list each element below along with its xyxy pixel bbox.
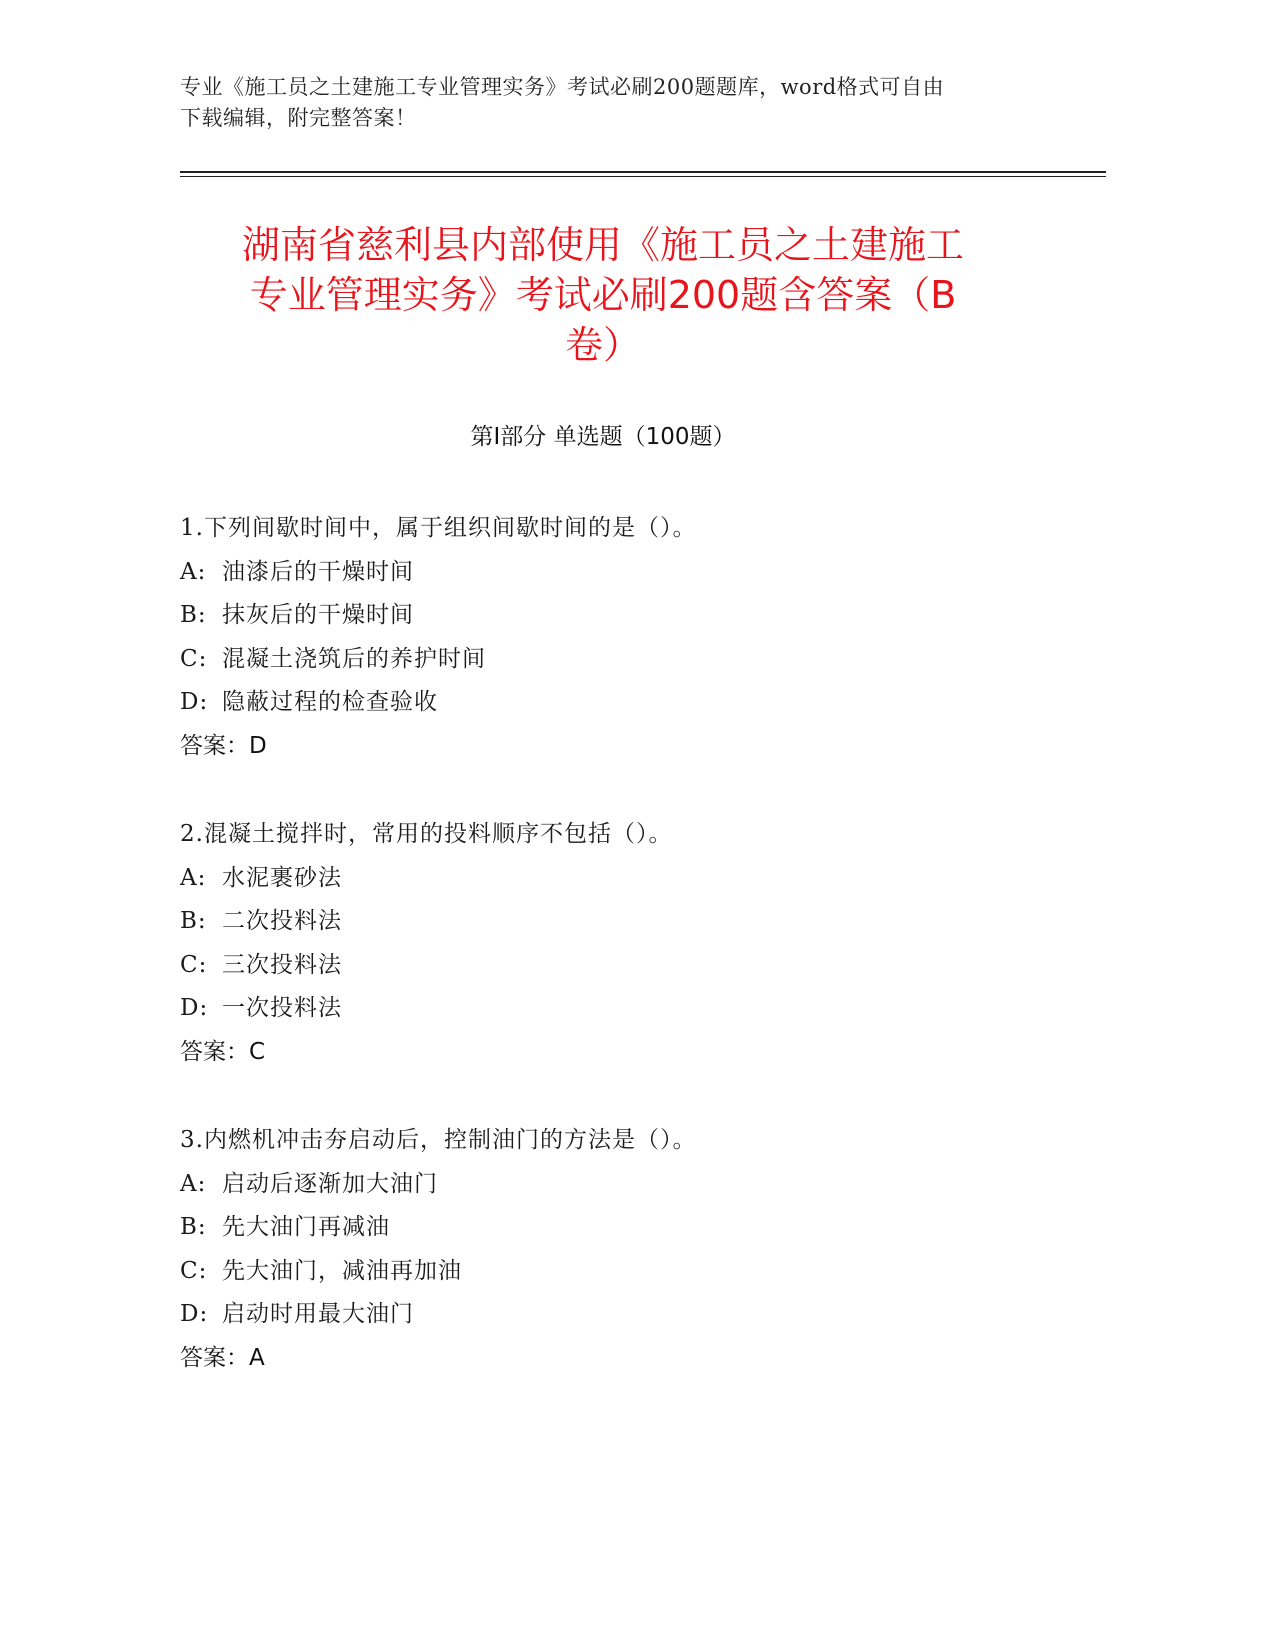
option-text: 三次投料法 <box>222 951 342 978</box>
answer: 答案：D <box>180 732 267 759</box>
option-c <box>180 944 1080 988</box>
document-title <box>180 220 1026 370</box>
option-b <box>180 900 1080 944</box>
header-note-line-1: 专业《施工员之土建施工专业管理实务》考试必刷200题题库，word格式可自由 <box>180 75 945 99</box>
question-stem: 2.混凝土搅拌时，常用的投料顺序不包括（）。 <box>180 821 673 847</box>
option-key: C: <box>180 951 208 978</box>
answer: 答案：A <box>180 1344 265 1371</box>
option-key: B: <box>180 908 207 934</box>
option-key: B: <box>180 602 207 628</box>
option-d <box>180 987 1080 1031</box>
option-key: C: <box>180 1257 208 1284</box>
option-b <box>180 594 1080 638</box>
option-d <box>180 1293 1080 1337</box>
option-key: A: <box>180 558 207 585</box>
option-a <box>180 1163 1080 1207</box>
option-text: 隐蔽过程的检查验收 <box>222 689 438 715</box>
option-text: 油漆后的干燥时间 <box>222 558 414 585</box>
question-stem: 1.下列间歇时间中，属于组织间歇时间的是（）。 <box>180 515 697 541</box>
option-key: B: <box>180 1214 207 1240</box>
option-key: D: <box>180 689 209 715</box>
option-text: 二次投料法 <box>222 908 342 934</box>
question-2 <box>180 813 1080 1074</box>
option-text: 先大油门再减油 <box>222 1214 390 1240</box>
option-key: A: <box>180 864 207 891</box>
option-c <box>180 1250 1080 1294</box>
option-c <box>180 638 1080 682</box>
option-key: A: <box>180 1170 207 1197</box>
option-key: D: <box>180 1301 209 1327</box>
option-text: 启动后逐渐加大油门 <box>222 1170 438 1197</box>
section-title: 第Ⅰ部分 单选题（100题） <box>470 424 736 450</box>
option-text: 抹灰后的干燥时间 <box>222 602 414 628</box>
option-a <box>180 551 1080 595</box>
document-title-line-3: 卷） <box>564 323 641 367</box>
option-key: C: <box>180 645 208 672</box>
option-text: 水泥裹砂法 <box>222 864 342 891</box>
option-text: 一次投料法 <box>222 995 342 1021</box>
header-divider-thick <box>180 171 1106 173</box>
question-list <box>180 507 1080 1425</box>
option-text: 先大油门，减油再加油 <box>222 1257 462 1284</box>
question-1 <box>180 507 1080 768</box>
option-text: 启动时用最大油门 <box>222 1301 414 1327</box>
answer: 答案：C <box>180 1038 266 1065</box>
option-a <box>180 857 1080 901</box>
header-divider-thin <box>180 176 1106 177</box>
option-key: D: <box>180 995 209 1021</box>
question-stem: 3.内燃机冲击夯启动后，控制油门的方法是（）。 <box>180 1127 697 1153</box>
document-title-line-1: 湖南省慈利县内部使用《施工员之土建施工 <box>241 223 964 267</box>
header-note <box>180 72 1040 134</box>
header-note-line-2: 下载编辑，附完整答案！ <box>180 106 417 130</box>
option-b <box>180 1206 1080 1250</box>
question-3 <box>180 1119 1080 1380</box>
option-d <box>180 681 1080 725</box>
document-title-line-2: 专业管理实务》考试必刷200题含答案（B <box>249 273 957 317</box>
option-text: 混凝土浇筑后的养护时间 <box>222 645 486 672</box>
